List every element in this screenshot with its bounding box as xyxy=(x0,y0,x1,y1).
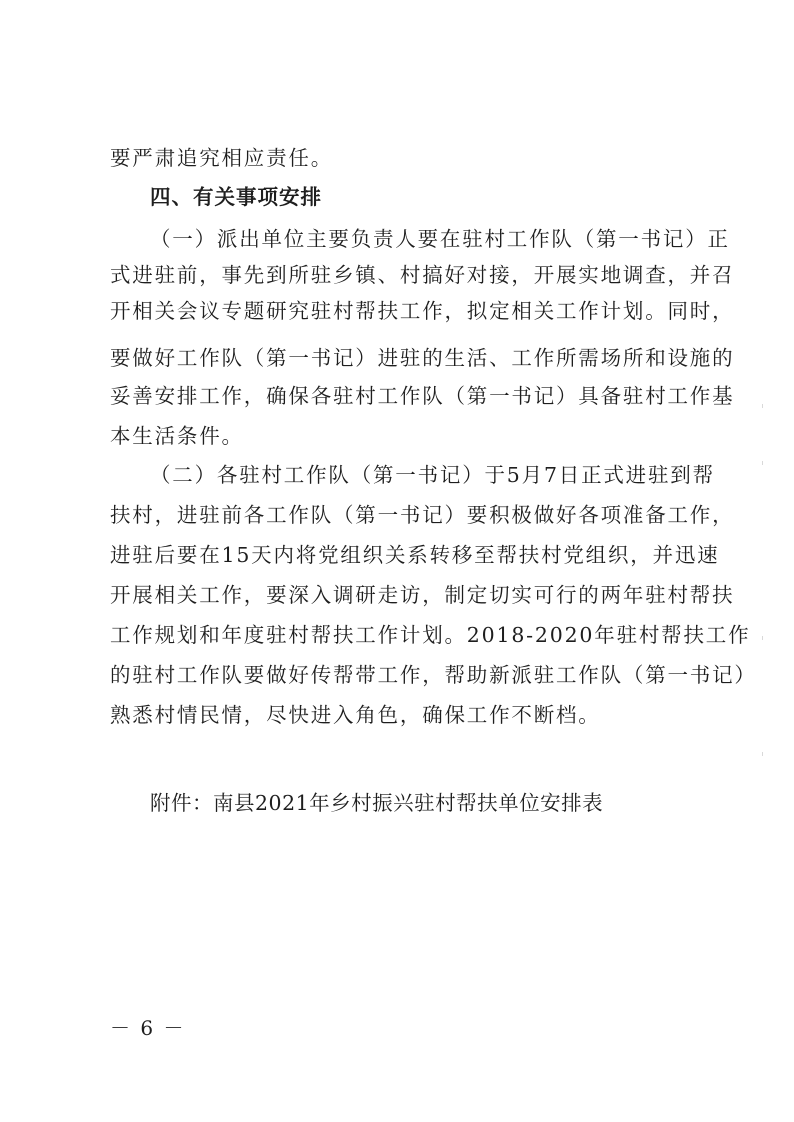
paragraph-2-line-2: 扶村，进驻前各工作队（第一书记）要积极做好各项准备工作， xyxy=(110,503,735,527)
paragraph-1-line-6: 本生活条件。 xyxy=(110,424,244,448)
section-heading: 四、有关事项安排 xyxy=(150,185,322,209)
paragraph-2-line-6: 的驻村工作队要做好传帮带工作，帮助新派驻工作队（第一书记） xyxy=(110,663,757,687)
paragraph-2-line-7: 熟悉村情民情，尽快进入角色，确保工作不断档。 xyxy=(110,703,601,727)
paragraph-1-line-5: 妥善安排工作，确保各驻村工作队（第一书记）具备驻村工作基 xyxy=(110,384,735,408)
paragraph-2-line-1: （二）各驻村工作队（第一书记）于5月7日正式进驻到帮 xyxy=(150,463,715,487)
text-line-1: 要严肃追究相应责任。 xyxy=(110,146,333,170)
paragraph-1-line-1: （一）派出单位主要负责人要在驻村工作队（第一书记）正 xyxy=(150,227,730,251)
page-number: － 6 － xyxy=(110,1016,186,1040)
paragraph-2-line-5: 工作规划和年度驻村帮扶工作计划。2018-2020年驻村帮扶工作 xyxy=(110,623,751,647)
paragraph-2-line-4: 开展相关工作，要深入调研走访，制定切实可行的两年驻村帮扶 xyxy=(110,583,735,607)
scan-mark xyxy=(762,752,763,756)
paragraph-2-line-3: 进驻后要在15天内将党组织关系转移至帮扶村党组织，并迅速 xyxy=(110,543,720,567)
scan-mark xyxy=(762,636,763,640)
paragraph-1-line-4: 要做好工作队（第一书记）进驻的生活、工作所需场所和设施的 xyxy=(110,346,735,370)
paragraph-1-line-2: 式进驻前，事先到所驻乡镇、村搞好对接，开展实地调查，并召 xyxy=(110,263,735,287)
scan-mark xyxy=(762,404,763,408)
attachment-reference: 附件：南县2021年乡村振兴驻村帮扶单位安排表 xyxy=(150,791,604,815)
scan-mark xyxy=(762,461,763,465)
paragraph-1-line-3: 开相关会议专题研究驻村帮扶工作，拟定相关工作计划。同时， xyxy=(110,299,735,323)
